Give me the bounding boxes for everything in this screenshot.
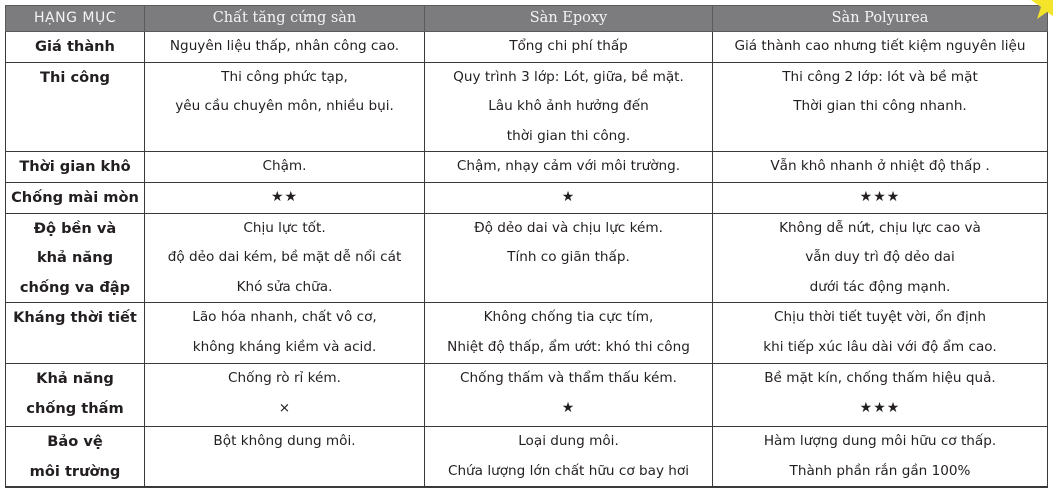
label-line: Bảo vệ <box>47 433 103 450</box>
cell-hardener-environment <box>145 427 425 488</box>
floor-comparison-table <box>5 5 1048 488</box>
row-label-durability <box>6 213 145 303</box>
cell-line: Khó sửa chữa. <box>236 278 333 295</box>
cell-line: Lâu khô ảnh hưởng đến <box>488 98 649 114</box>
cell-hardener-waterproofing <box>145 364 425 427</box>
label-line: Độ bền và <box>33 219 117 237</box>
cell-hardener-weather <box>145 303 425 364</box>
cell-polyurea-drying-time <box>713 152 1048 183</box>
cell-polyurea-waterproofing <box>713 364 1048 427</box>
cell-hardener-abrasion <box>145 183 425 214</box>
star-rating-icon: ★★★ <box>859 399 901 416</box>
star-rating-icon: ★★★ <box>859 189 901 205</box>
cell-line: Độ dẻo dai và chịu lực kém. <box>474 219 663 236</box>
table-row-abrasion-resistance <box>6 183 1048 214</box>
star-rating-icon: ★ <box>561 399 576 416</box>
table-header <box>6 6 1048 32</box>
cell-line: không kháng kiềm và acid. <box>192 338 377 355</box>
table-row-construction <box>6 62 1048 152</box>
row-label-abrasion-resistance <box>6 183 145 214</box>
cell-polyurea-price <box>713 32 1048 63</box>
cell-line: Vẫn khô nhanh ở nhiệt độ thấp . <box>770 158 990 174</box>
cell-hardener-construction <box>145 62 425 152</box>
cell-line: yêu cầu chuyên môn, nhiều bụi. <box>175 98 394 114</box>
cell-line: Thi công 2 lớp: lót và bề mặt <box>782 68 978 85</box>
cell-line: Nhiệt độ thấp, ẩm ướt: khó thi công <box>447 338 690 355</box>
cell-line: Bột không dung môi. <box>213 433 356 449</box>
cell-line: dưới tác động mạnh. <box>809 278 951 295</box>
cell-epoxy-waterproofing <box>425 364 713 427</box>
row-label-construction <box>6 62 145 152</box>
cell-epoxy-price <box>425 32 713 63</box>
label-line: môi trường <box>29 462 121 480</box>
label-line: Kháng thời tiết <box>13 309 137 326</box>
cell-line: vẫn duy trì độ dẻo dai <box>805 249 955 265</box>
cell-epoxy-durability <box>425 213 713 303</box>
cell-hardener-price <box>145 32 425 63</box>
cell-line: Tổng chi phí thấp <box>509 38 628 54</box>
cell-polyurea-abrasion <box>713 183 1048 214</box>
cell-line: Chịu thời tiết tuyệt vời, ổn định <box>774 309 986 325</box>
cell-epoxy-abrasion <box>425 183 713 214</box>
cell-epoxy-weather <box>425 303 713 364</box>
cell-line: Giá thành cao nhưng tiết kiệm nguyên liệu <box>734 38 1026 54</box>
cell-polyurea-durability <box>713 213 1048 303</box>
table-row-drying-time <box>6 152 1048 183</box>
header-polyurea-floor: Sàn Polyurea <box>713 6 1048 32</box>
cell-polyurea-weather <box>713 303 1048 364</box>
cell-polyurea-construction <box>713 62 1048 152</box>
cell-line: Chịu lực tốt. <box>243 219 326 236</box>
table-row-durability <box>6 213 1048 303</box>
header-category: HẠNG MỤC <box>6 6 145 32</box>
label-line: Giá thành <box>35 38 115 55</box>
label-line: Khả năng <box>36 370 114 387</box>
header-epoxy-floor: Sàn Epoxy <box>425 6 713 32</box>
cell-line: Chống rò rỉ kém. <box>228 370 341 386</box>
cell-line: Không chống tia cực tím, <box>483 309 654 325</box>
star-icon <box>1030 0 1053 22</box>
star-rating-icon: ★★ <box>270 189 299 205</box>
cell-line: Chống thấm và thẩm thấu kém. <box>460 370 677 386</box>
cell-epoxy-environment <box>425 427 713 488</box>
cell-line: Lão hóa nhanh, chất vô cơ, <box>192 309 377 325</box>
cell-line: Chứa lượng lớn chất hữu cơ bay hơi <box>447 462 690 479</box>
table-row-environment <box>6 427 1048 488</box>
cell-line: Không dễ nứt, chịu lực cao và <box>779 219 981 236</box>
header-row <box>6 6 1048 32</box>
cell-line: Hàm lượng dung môi hữu cơ thấp. <box>763 433 997 449</box>
label-line: chống va đập <box>19 278 131 296</box>
label-line: Thời gian khô <box>19 158 131 175</box>
cell-epoxy-drying-time <box>425 152 713 183</box>
header-hardener-floor: Chất tăng cứng sàn <box>145 6 425 32</box>
cell-line: Chậm, nhạy cảm với môi trường. <box>456 158 681 174</box>
cell-line: thời gian thi công. <box>506 127 631 144</box>
row-label-price <box>6 32 145 63</box>
row-label-drying-time <box>6 152 145 183</box>
cell-line: độ dẻo dai kém, bề mặt dễ nổi cát <box>167 249 402 265</box>
cross-mark-icon: × <box>278 399 291 416</box>
row-label-weather-resistance <box>6 303 145 364</box>
label-line: Chống mài mòn <box>11 189 139 206</box>
cell-line: Loại dung môi. <box>518 433 619 449</box>
cell-line: Thời gian thi công nhanh. <box>793 98 967 114</box>
cell-polyurea-environment <box>713 427 1048 488</box>
table-row-price <box>6 32 1048 63</box>
label-line: chống thấm <box>26 399 124 417</box>
cell-line: Nguyên liệu thấp, nhân công cao. <box>169 38 400 54</box>
row-label-environment <box>6 427 145 488</box>
cell-hardener-drying-time <box>145 152 425 183</box>
comparison-table-wrapper <box>5 5 1047 488</box>
table-row-weather-resistance <box>6 303 1048 364</box>
cell-line: Thành phần rắn gần 100% <box>789 462 971 479</box>
table-body <box>6 32 1048 488</box>
cell-hardener-durability <box>145 213 425 303</box>
label-line: khả năng <box>36 249 114 266</box>
cell-line: Tính co giãn thấp. <box>507 249 630 265</box>
cell-line: Thi công phức tạp, <box>221 68 348 85</box>
cell-epoxy-construction <box>425 62 713 152</box>
cell-line: Bề mặt kín, chống thấm hiệu quả. <box>764 370 996 386</box>
cell-line: Quy trình 3 lớp: Lót, giữa, bề mặt. <box>453 68 684 85</box>
row-label-waterproofing <box>6 364 145 427</box>
star-rating-icon: ★ <box>561 189 576 205</box>
cell-line: Chậm. <box>262 158 307 174</box>
table-row-waterproofing <box>6 364 1048 427</box>
label-line: Thi công <box>40 68 110 86</box>
cell-line: khi tiếp xúc lâu dài với độ ẩm cao. <box>763 338 997 355</box>
